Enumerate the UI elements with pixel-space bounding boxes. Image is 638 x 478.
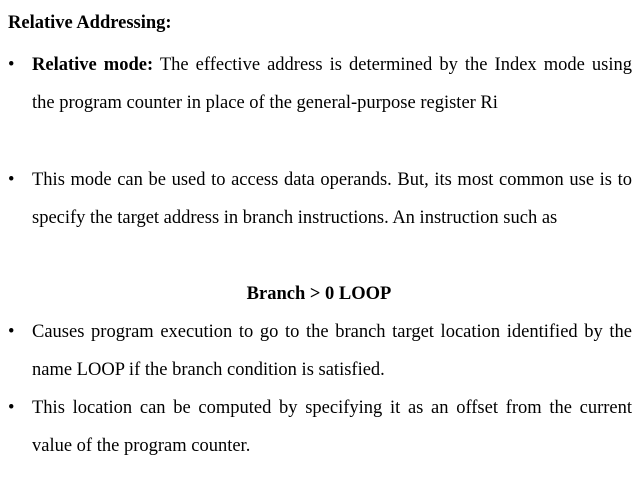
bullet-dot: • (8, 398, 15, 418)
bullet-dot: • (8, 55, 15, 75)
bullet-lead: Relative mode: (32, 55, 154, 75)
bullet-text: This mode can be used to access data operands. But, its most common use is to specify the target address in branch instructions. An instruction such as (32, 170, 632, 228)
bullet-dot: • (8, 170, 15, 190)
slide-title: Relative Addressing: (8, 13, 172, 33)
bullet-dot: • (8, 322, 15, 342)
bullet-branch-target (8, 313, 638, 389)
bullet-relative-mode (8, 46, 638, 122)
bullet-body: The effective address is determined by the Index mode using the program counter in place of the general-purpose register Ri (32, 55, 632, 113)
example-instruction: Branch > 0 LOOP (246, 284, 392, 304)
bullet-text: Causes program execution to go to the branch target location identified by the name LOOP if the branch condition is satisfied. (32, 322, 632, 380)
bullet-text (32, 46, 632, 122)
bullet-offset (8, 389, 638, 465)
bullet-data-operands (8, 161, 638, 237)
bullet-text: This location can be computed by specifying it as an offset from the current value of the program counter. (32, 398, 632, 456)
